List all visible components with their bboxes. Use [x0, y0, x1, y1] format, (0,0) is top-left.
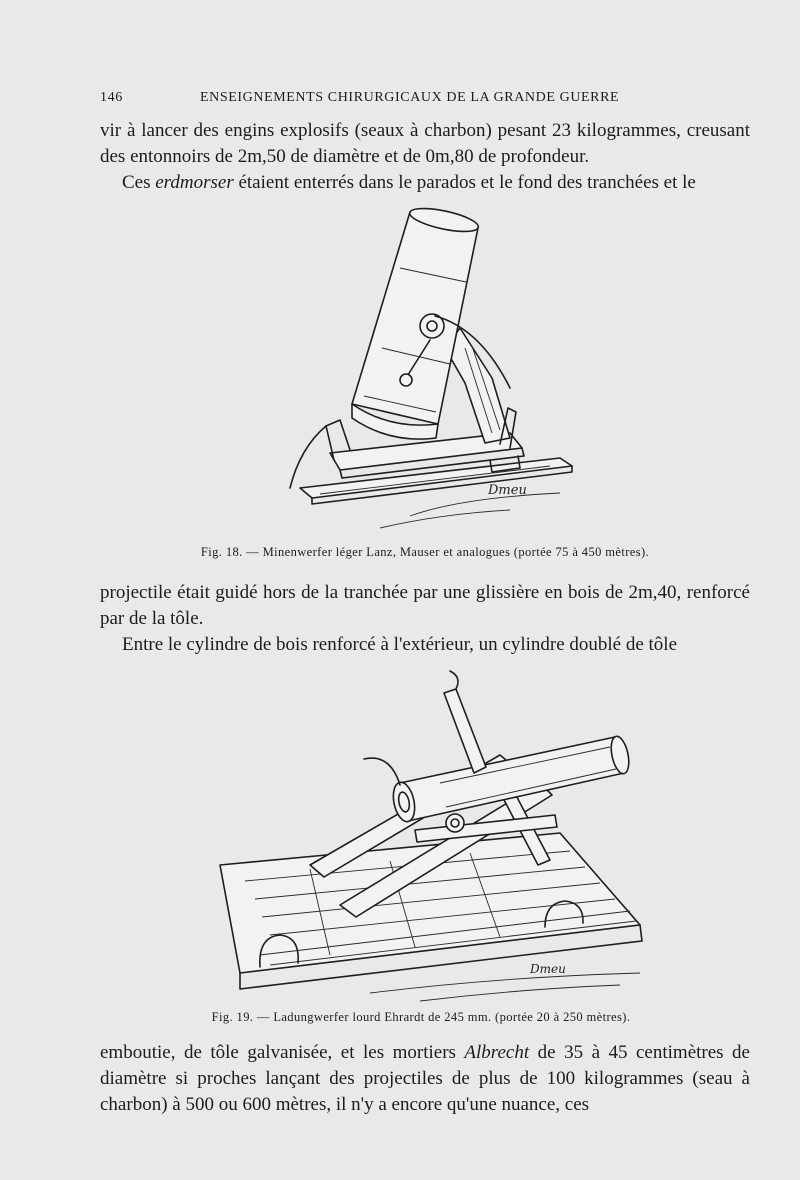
paragraph-3: projectile était guidé hors de la tranchée par une glissière en bois de 2m,40, renforcé par de la tôle.	[100, 582, 750, 629]
paragraph-5	[100, 1040, 750, 1118]
page-number: 146	[100, 90, 123, 105]
paragraph-5-end: de 35 à 45 centimètres de diamètre si proches lançant des projectiles de plus de 100 kilogrammes (seau à charbon) à 500 ou 600 mètres, il n'y a encore qu'une nuance, ces	[100, 1042, 750, 1115]
paragraph-1: vir à lancer des engins explosifs (seaux à charbon) pesant 23 kilogrammes, creusant des entonnoirs de 2m,50 de diamètre et de 0m,80 de profondeur.	[100, 120, 750, 167]
paragraph-4: Entre le cylindre de bois renforcé à l'extérieur, un cylindre doublé de tôle	[122, 634, 678, 655]
figure-18-signature: Dmeu	[488, 483, 527, 498]
figure-18-caption: Fig. 18. — Minenwerfer léger Lanz, Mauser et analogues (portée 75 à 450 mètres).	[200, 545, 650, 559]
figure-19-signature: Dmeu	[530, 962, 566, 976]
paragraph-5-italic-term: Albrecht	[464, 1042, 530, 1063]
figure-19-caption: Fig. 19. — Ladungwerfer lourd Ehrardt de 245 mm. (portée 20 à 250 mètres).	[211, 1010, 631, 1024]
figure-18-mortar-illustration	[260, 198, 590, 538]
figure-19-charge-thrower-illustration	[200, 655, 660, 1005]
paragraph-5-start: emboutie, de tôle galvanisée, et les mortiers	[100, 1042, 465, 1063]
paragraph-2-italic-term: erdmorser	[155, 172, 234, 193]
paragraph-2	[100, 170, 750, 196]
running-header	[100, 90, 750, 112]
running-title: ENSEIGNEMENTS CHIRURGICAUX DE LA GRANDE GUERRE	[200, 90, 620, 105]
paragraph-2-end: étaient enterrés dans le parados et le fond des tranchées et le	[233, 172, 696, 193]
paragraph-2-start: Ces	[122, 172, 156, 193]
